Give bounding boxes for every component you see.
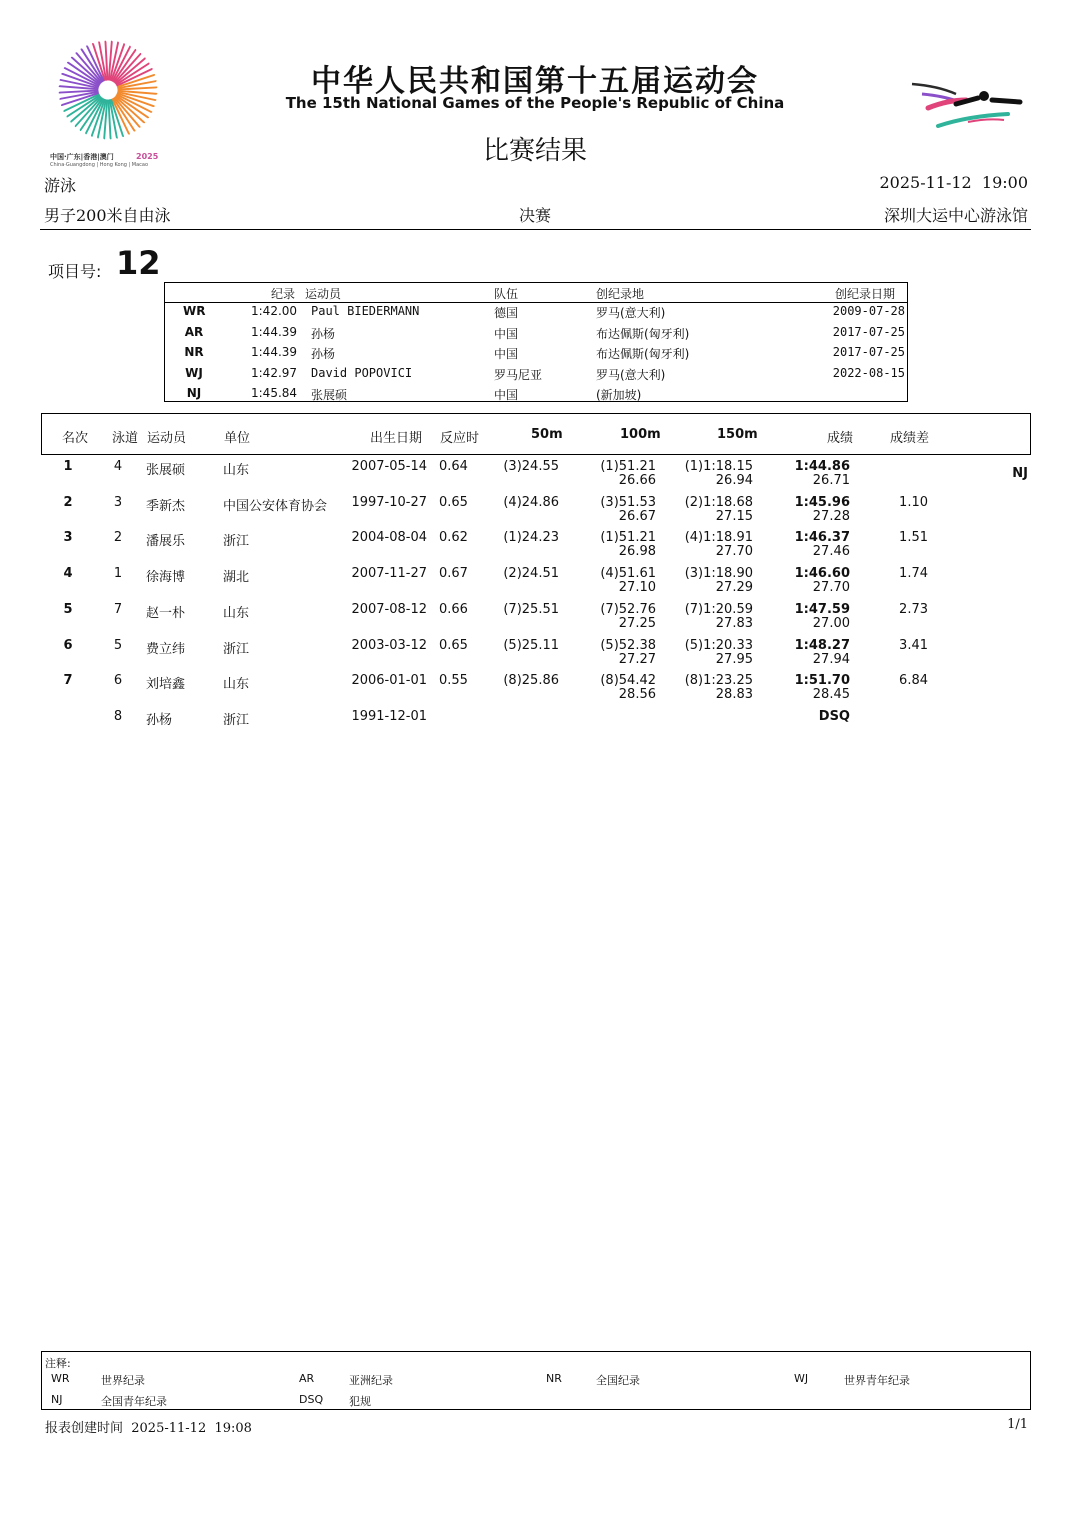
col-reaction: 反应时 [440,431,480,446]
col-50m: 50m [531,427,563,442]
result-s100: (8)54.42 [600,673,656,689]
svg-text:2025: 2025 [136,152,159,161]
record-athlete: 孙杨 [311,326,336,341]
record-row [165,343,907,363]
result-s100: (4)51.61 [600,566,656,582]
result-unit: 浙江 [223,712,250,728]
result-s100: (1)51.21 [600,530,656,546]
venue-name: 深圳大运中心游泳馆 [883,206,1028,225]
result-s100-split: 27.27 [618,651,656,667]
result-row [41,456,1031,492]
event-phase: 决赛 [518,206,551,225]
record-athlete: 张展硕 [311,388,348,402]
record-place: 罗马(意大利) [596,306,666,320]
result-rank: 4 [63,566,73,582]
record-date: 2017-07-25 [832,324,905,339]
record-date: 2009-07-28 [832,304,905,318]
result-dob: 2007-05-14 [351,459,427,474]
games-title-en: The 15th National Games of the People's Republic of China [285,94,785,112]
result-s100-split: 27.10 [618,580,656,596]
result-s150: (1)1:18.15 [684,459,753,474]
result-row [41,635,1031,671]
result-result: 1:46.60 [794,566,850,582]
record-place: 布达佩斯(匈牙利) [596,347,690,361]
event-number-label: 项目号: [48,262,102,281]
result-lane: 7 [113,601,123,617]
result-s150-split: 28.83 [715,687,753,703]
record-team: 中国 [494,326,519,341]
result-unit: 湖北 [223,570,250,586]
result-dob: 1997-10-27 [351,494,427,510]
record-time: 1:42.97 [251,365,298,380]
result-rank: 1 [63,459,73,474]
note-desc: 世界纪录 [101,1374,145,1387]
result-diff: 6.84 [899,673,928,689]
result-dob: 2007-08-12 [351,601,427,617]
result-dob: 2003-03-12 [351,637,427,653]
result-lane: 3 [113,494,123,510]
result-result-split: 27.28 [812,508,850,524]
result-s150: (3)1:18.90 [684,566,753,582]
records-header-date: 创纪录日期 [835,287,896,301]
result-s150-split: 27.29 [715,580,753,596]
note-desc: 亚洲纪录 [349,1374,393,1387]
col-100m: 100m [620,427,661,442]
result-row [41,670,1031,706]
result-result-split: 27.70 [812,580,850,596]
result-diff: 1.74 [899,566,928,582]
record-time: 1:45.84 [251,386,298,400]
result-dob: 1991-12-01 [351,708,427,724]
result-result: 1:46.37 [794,530,850,546]
record-place: (新加坡) [596,388,642,402]
record-code: NR [184,345,204,359]
record-code: NJ [186,386,202,400]
result-s100: (1)51.21 [600,459,656,474]
result-lane: 5 [113,637,123,653]
result-result: DSQ [818,708,850,724]
result-unit: 山东 [223,677,250,693]
result-result: 1:51.70 [794,673,850,689]
result-result: 1:44.86 [794,459,850,474]
note-code: DSQ [299,1393,324,1406]
record-code: AR [184,324,204,339]
col-dob: 出生日期 [370,431,423,446]
result-rt: 0.62 [439,530,468,546]
result-s100-split: 27.25 [618,615,656,631]
result-s50: (1)24.23 [503,530,559,546]
note-code: WJ [794,1372,809,1385]
result-result-split: 26.71 [812,473,850,488]
result-athlete: 刘培鑫 [146,677,186,693]
result-s50: (7)25.51 [503,601,559,617]
results-title: 比赛结果 [482,136,587,166]
svg-text:中国·广东|香港|澳门: 中国·广东|香港|澳门 [50,153,114,161]
result-record: NJ [1012,466,1028,481]
record-code: WJ [185,365,203,380]
records-header-athlete: 运动员 [305,287,342,301]
result-athlete: 孙杨 [146,712,173,728]
result-s150: (4)1:18.91 [684,530,753,546]
record-date: 2017-07-25 [832,345,905,359]
result-s100: (7)52.76 [600,601,656,617]
result-rt: 0.65 [439,637,468,653]
result-s100-split: 26.98 [618,544,656,560]
record-code: WR [183,304,206,318]
col-lane: 泳道 [112,431,139,446]
result-result: 1:45.96 [794,494,850,510]
record-row [165,323,907,343]
result-rt: 0.64 [439,459,468,474]
result-lane: 8 [113,708,123,724]
record-date: 2022-08-15 [832,365,905,380]
svg-text:China·Guangdong | Hong Kong |: China·Guangdong | Hong Kong | Macao [50,162,149,168]
result-s150: (8)1:23.25 [684,673,753,689]
result-rank: 2 [63,494,73,510]
result-dob: 2004-08-04 [351,530,427,546]
swimming-pictogram [908,72,1028,140]
col-unit: 单位 [224,431,251,446]
result-row [41,599,1031,635]
result-rt: 0.55 [439,673,468,689]
col-result: 成绩 [827,431,854,446]
record-row [165,384,907,404]
col-athlete: 运动员 [147,431,187,446]
result-row [41,492,1031,528]
result-s150-split: 27.95 [715,651,753,667]
record-time: 1:44.39 [251,324,298,339]
result-rt: 0.66 [439,601,468,617]
games-logo [48,38,168,168]
note-desc: 世界青年纪录 [844,1374,910,1387]
result-s50: (3)24.55 [503,459,559,474]
note-code: NR [546,1372,562,1385]
result-s100-split: 28.56 [618,687,656,703]
note-code: WR [51,1372,70,1385]
result-s150: (7)1:20.59 [684,601,753,617]
record-row [165,302,907,322]
result-dob: 2007-11-27 [351,566,427,582]
event-number: 12 [116,244,161,282]
result-s50: (5)25.11 [503,637,559,653]
result-diff: 1.10 [899,494,928,510]
record-athlete: Paul BIEDERMANN [311,304,420,318]
result-s150-split: 27.70 [715,544,753,560]
record-place: 布达佩斯(匈牙利) [596,326,690,341]
note-desc: 全国纪录 [596,1374,640,1387]
result-unit: 中国公安体育协会 [223,498,328,514]
sport-name: 游泳 [44,176,77,195]
result-athlete: 张展硕 [146,463,186,478]
record-time: 1:44.39 [251,345,298,359]
result-athlete: 费立纬 [146,641,186,657]
result-s150-split: 26.94 [715,473,753,488]
result-athlete: 赵一朴 [146,605,186,621]
record-athlete: David POPOVICI [311,365,413,380]
result-diff: 2.73 [899,601,928,617]
result-s100: (5)52.38 [600,637,656,653]
result-s50: (4)24.86 [503,494,559,510]
record-team: 德国 [494,306,519,320]
record-athlete: 孙杨 [311,347,336,361]
results-header [41,413,1031,455]
record-place: 罗马(意大利) [596,367,666,382]
result-unit: 山东 [223,605,250,621]
result-s150: (2)1:18.68 [684,494,753,510]
header-divider [40,229,1031,230]
result-result: 1:48.27 [794,637,850,653]
event-datetime: 2025-11-12 19:00 [879,173,1028,192]
result-row [41,527,1031,563]
record-team: 中国 [494,347,519,361]
result-athlete: 季新杰 [146,498,186,514]
note-code: NJ [51,1393,63,1406]
records-header-place: 创纪录地 [596,287,645,301]
result-athlete: 潘展乐 [146,534,186,550]
result-result: 1:47.59 [794,601,850,617]
result-s150-split: 27.15 [715,508,753,524]
record-row [165,364,907,384]
records-header-team: 队伍 [494,287,519,301]
result-diff: 3.41 [899,637,928,653]
result-lane: 6 [113,673,123,689]
result-result-split: 28.45 [812,687,850,703]
result-s50: (8)25.86 [503,673,559,689]
result-athlete: 徐海博 [146,570,186,586]
notes-box [41,1351,1031,1410]
result-rt: 0.65 [439,494,468,510]
result-s100: (3)51.53 [600,494,656,510]
event-name: 男子200米自由泳 [44,206,171,225]
note-desc: 全国青年纪录 [101,1395,167,1408]
col-diff: 成绩差 [890,431,930,446]
result-unit: 浙江 [223,534,250,550]
result-row [41,563,1031,599]
result-result-split: 27.94 [812,651,850,667]
result-s150-split: 27.83 [715,615,753,631]
games-title-cn: 中华人民共和国第十五届运动会 [311,64,759,99]
result-lane: 2 [113,530,123,546]
records-header [165,283,907,303]
result-s100-split: 26.67 [618,508,656,524]
col-150m: 150m [717,427,758,442]
report-created-time: 报表创建时间 2025-11-12 19:08 [45,1421,252,1436]
result-lane: 4 [113,459,123,474]
record-time: 1:42.00 [251,304,298,318]
result-rank: 6 [63,637,73,653]
result-s50: (2)24.51 [503,566,559,582]
result-dob: 2006-01-01 [351,673,427,689]
page-number: 1/1 [1007,1417,1028,1432]
result-row [41,706,1031,742]
notes-label: 注释: [45,1357,71,1370]
result-rank: 3 [63,530,73,546]
result-rank: 5 [63,601,73,617]
result-lane: 1 [113,566,123,582]
records-header-record: 纪录 [271,287,296,301]
records-table [164,282,908,402]
record-team: 中国 [494,388,519,402]
note-code: AR [299,1372,315,1385]
result-rank: 7 [63,673,73,689]
result-rt: 0.67 [439,566,468,582]
result-unit: 浙江 [223,641,250,657]
result-s150: (5)1:20.33 [684,637,753,653]
result-unit: 山东 [223,463,250,478]
note-desc: 犯规 [349,1395,371,1408]
result-result-split: 27.46 [812,544,850,560]
result-result-split: 27.00 [812,615,850,631]
col-rank: 名次 [62,431,89,446]
result-diff: 1.51 [899,530,928,546]
result-s100-split: 26.66 [618,473,656,488]
record-team: 罗马尼亚 [494,367,543,382]
